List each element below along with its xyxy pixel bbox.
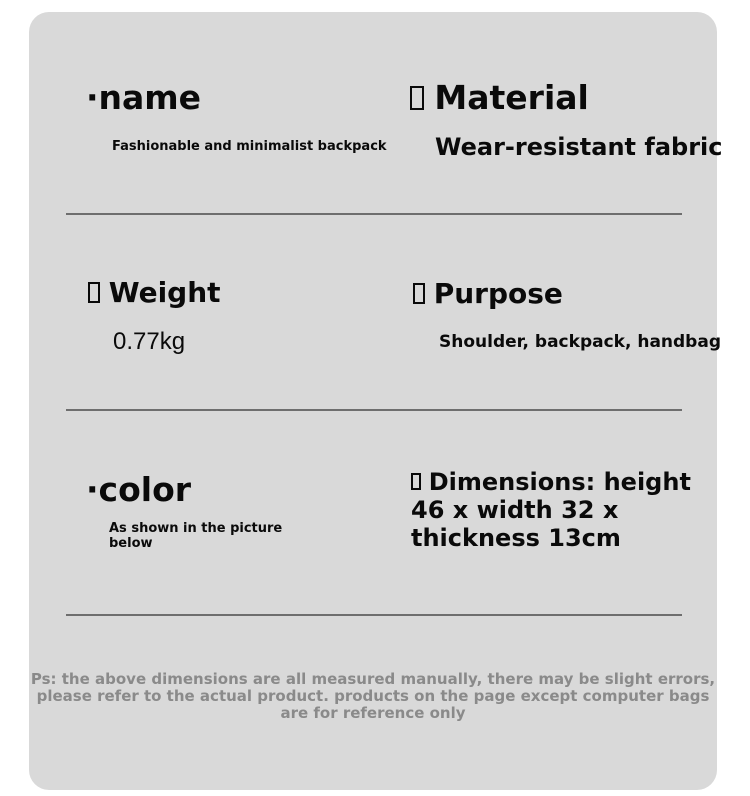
divider [66,614,682,616]
name-value: Fashionable and minimalist backpack [112,139,387,154]
purpose-label: Purpose [433,277,563,310]
missing-glyph-box-icon [88,282,100,302]
purpose-value: Shoulder, backpack, handbag [439,332,721,352]
weight-value: 0.77kg [113,328,186,355]
color-heading: ·color [86,470,192,509]
weight-label: Weight [108,276,221,309]
weight-heading [88,277,221,309]
divider [66,213,682,215]
color-value: As shown in the picture below [109,521,283,551]
material-value: Wear-resistant fabric [435,133,723,161]
material-heading [410,80,589,116]
missing-glyph-box-icon [411,473,421,490]
name-heading: ·name [86,78,202,117]
divider [66,409,682,411]
purpose-heading [413,278,563,310]
missing-glyph-box-icon [410,86,424,110]
missing-glyph-box-icon [413,283,425,303]
material-label: Material [434,78,589,117]
dimensions-label: Dimensions: height 46 x width 32 x thickness 13cm [411,468,691,552]
footnote: Ps: the above dimensions are all measured manually, there may be slight errors, please refer to the actual product. products on the page except computer bags are for reference only [30,670,716,722]
dimensions-text [411,468,711,552]
